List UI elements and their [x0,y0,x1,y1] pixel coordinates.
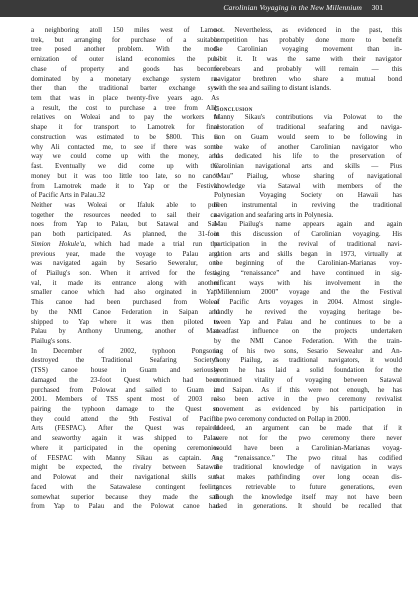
text-line: movement as evidenced by his participation in [214,405,402,414]
text-line: 2001. Members of TSS spent most of 2003 re- [31,395,219,404]
text-line: been instrumental in reviving the traditional [214,200,402,209]
text-line: why Ali contacted me, to see if there was some [31,142,219,151]
text-line: Piailug's sons. [31,337,72,345]
text-line: chase of property and goods has become [31,64,219,73]
text-line: the Carolinian voyaging movement than in- [214,45,402,54]
text-line: shipped to Yap where it was then piloted to [31,317,219,326]
page-number: 301 [371,3,383,12]
left-text-column [31,26,219,512]
text-line: the traditional knowledge of navigation in ways [214,463,402,472]
text-line: and Polowat and their navigational skills sur- [31,473,219,482]
text-line: would have been a Carolinian-Marianas voyag- [214,443,402,452]
text-line: purchased from Polowat and sailed to Guam in [31,385,219,394]
text-line: trek, but arranging for purchase of a suitable [31,35,219,44]
text-line: though the knowledge itself may not have been [214,492,402,501]
text-line: Simion Hokule'a, which had made a trial run the [31,239,220,248]
text-line: used in generations. It should be recalled that [214,502,402,511]
text-line: way we could come up with the money, and [31,152,219,161]
text-line: Arts (FESPAC). After the Quest was repaired [31,424,219,433]
text-line: relatives on Woleai and to pay the workers to [31,113,219,122]
text-line: fast. Eventually we did come up with the [31,162,219,171]
text-line: not. Nevertheless, as evidenced in the past, this [214,26,402,34]
text-line: a result, the cost to purchase a tree from Ali's [31,103,219,112]
text-line: with the sea and sailing to distant islands. [214,84,332,93]
text-line: the beginning of the Carolinian-Marianas voy- [214,259,402,268]
text-line: might be expected, the rivalry between Satawal [31,463,219,472]
text-line: Manny Sikau's contributions via Polowat to the [214,113,402,122]
text-line: tween Yap and Palau and he continues to be a [214,317,402,326]
text-line: thony Piailug, as traditional navigators, it would [214,356,402,365]
text-line: Neither was Woleai or Ifaluk able to pull [31,200,219,209]
text-line: tion on Guam would seem to be following in [214,132,402,141]
text-line: ing “renaissance.” The pwo ritual has codified [214,453,402,462]
text-line: by the NMI Canoe Federation in Saipan and [31,307,219,316]
running-head: Carolinian Voyaging in the New Millennium [223,3,362,12]
text-line: participation in the revival of traditional navi- [214,239,402,248]
text-line: from Yap to Palau and the Polowat canoe had [31,502,219,511]
text-line: pairing the typhoon damage to the Quest so [31,405,219,414]
text-line: seem he has laid a solid foundation for the [214,366,402,375]
text-line: gation arts and skills began in 1973, virtually at [214,249,402,258]
text-line: Carolinian navigational arts and skills — Pius [214,162,402,171]
text-line: pan both participated. As planned, the 31-foot [31,230,219,239]
text-line: of Pacific Arts in Palau.32 [31,191,106,200]
text-line: forebears and probably will remain — this [214,64,402,73]
text-line: Polynesian Voyaging Society on Hawaii has [214,191,402,200]
text-line: they could attend the 9th Festival of Pacific [31,414,219,423]
section-heading: Conclusion [214,103,253,113]
text-line: ernization of outer island economies the pur- [31,55,219,64]
text-line: construction was estimated to be $800. This is [31,132,219,141]
text-line: smaller canoe which had also orginated in Yap. [31,288,219,297]
text-line: competition has probably done more to benefit [214,35,402,44]
text-line: the pwo ceremony conducted on Pollap in 2000. [214,414,351,423]
text-line: dominated by a monetary exchange system ra- [31,74,219,83]
text-line: Palau by Anthony Urumeng, another of Mau [31,327,219,336]
text-line: restoration of traditional seafaring and naviga- [214,123,402,132]
text-line: shape it for transport to Lamotrek for final [31,123,219,132]
text-line: ther than the traditional barter exchange sys- [31,84,219,93]
text-line: Indeed, an argument can be made that if it [214,424,402,433]
text-line: This canoe had been purchased from Woleai [31,298,219,307]
text-line: of Pacific Arts voyages in 2004. Almost single- [214,298,402,307]
text-line: the wake of another Carolinian navigator who [214,142,402,151]
text-line: noes from Yap to Palau, but Satawal and Sai- [31,220,219,229]
text-line: money but it was too little too late, so no canoe [31,171,219,180]
text-line: that makes pathfinding over long ocean dis- [214,473,402,482]
text-line: nificant ways with his involvement in the [214,278,402,287]
text-line: knowledge via Satawal with members of the [214,181,402,190]
text-line: Mau Piailug's name appears again and again [214,220,402,229]
text-line: destroyed the Traditional Seafaring Society's [31,356,219,365]
text-line: tances retrievable to future generations, even [214,482,402,491]
text-line: faced with the Satawalese contingent feeling [31,482,219,491]
text-line: from Lamotrek made it to Yap or the Festival [31,181,219,190]
text-line: somewhat superior because they made the sail [31,492,219,501]
text-line: navigation and seafaring arts in Polynesia. [214,210,334,219]
text-line: in this discussion of Carolinian voyaging. His [214,230,402,239]
text-line: previous year, made the voyage to Palau and [31,249,219,258]
text-line: and Saipan. As if this were not enough, he has [214,385,402,394]
text-line: ing of his two sons, Sesario Sewealur and An- [214,346,402,355]
text-line: (TSS) canoe house in Guam and seriously [31,366,219,375]
text-line: tree posed another problem. With the mod- [31,45,219,54]
text-line: In December of 2002, typhoon Pongsona [31,346,219,355]
text-line: has dedicated his life to the preservation of [214,152,402,161]
text-line: of Piailug's son. When it arrived for the festi- [31,268,219,277]
text-line: also been active in the pwo ceremony revivalist [214,395,402,404]
text-line: navigator brethren who share a mutual bond [214,74,402,83]
text-line: steadfast influence on the projects undertaken [214,327,402,336]
text-line: tem that was in place twenty-five years ago. As [31,94,219,103]
page-header-bar [0,0,418,17]
right-text-column [214,26,402,512]
text-line: val, it made its entrance along with another [31,278,219,287]
text-line: and seaworthy again it was shipped to Palau [31,434,219,443]
text-line: “Mau” Piailug, whose sharing of navigational [214,171,402,180]
text-line [214,94,402,104]
text-line: by the NMI Canoe Federation. With the train- [214,337,402,345]
text-line: damaged the 23-foot Quest which had been [31,375,219,384]
text-line: aging “renaissance” and have continued in sig- [214,268,402,277]
text-line: where it participated in the opening ceremonies [31,443,219,452]
text-line: of FESPAC with Manny Sikau as captain. As [31,453,219,462]
text-line: a neighboring atoll 150 miles west of Lamo- [31,26,219,34]
text-line: handly he revived the voyaging heritage be- [214,307,402,316]
text-line: were not for the pwo ceremony there never [214,434,402,443]
text-line: hibit it. It was the same with their navigator [214,55,402,64]
text-line: together the resources needed to sail their ca- [31,210,219,219]
text-line: was navigated again by Sesario Seweralur, one [31,259,219,268]
text-line: “Millennium 2000” voyage and the the Festival [214,288,402,297]
text-line: continued vitality of voyaging between Satawal [214,375,402,384]
